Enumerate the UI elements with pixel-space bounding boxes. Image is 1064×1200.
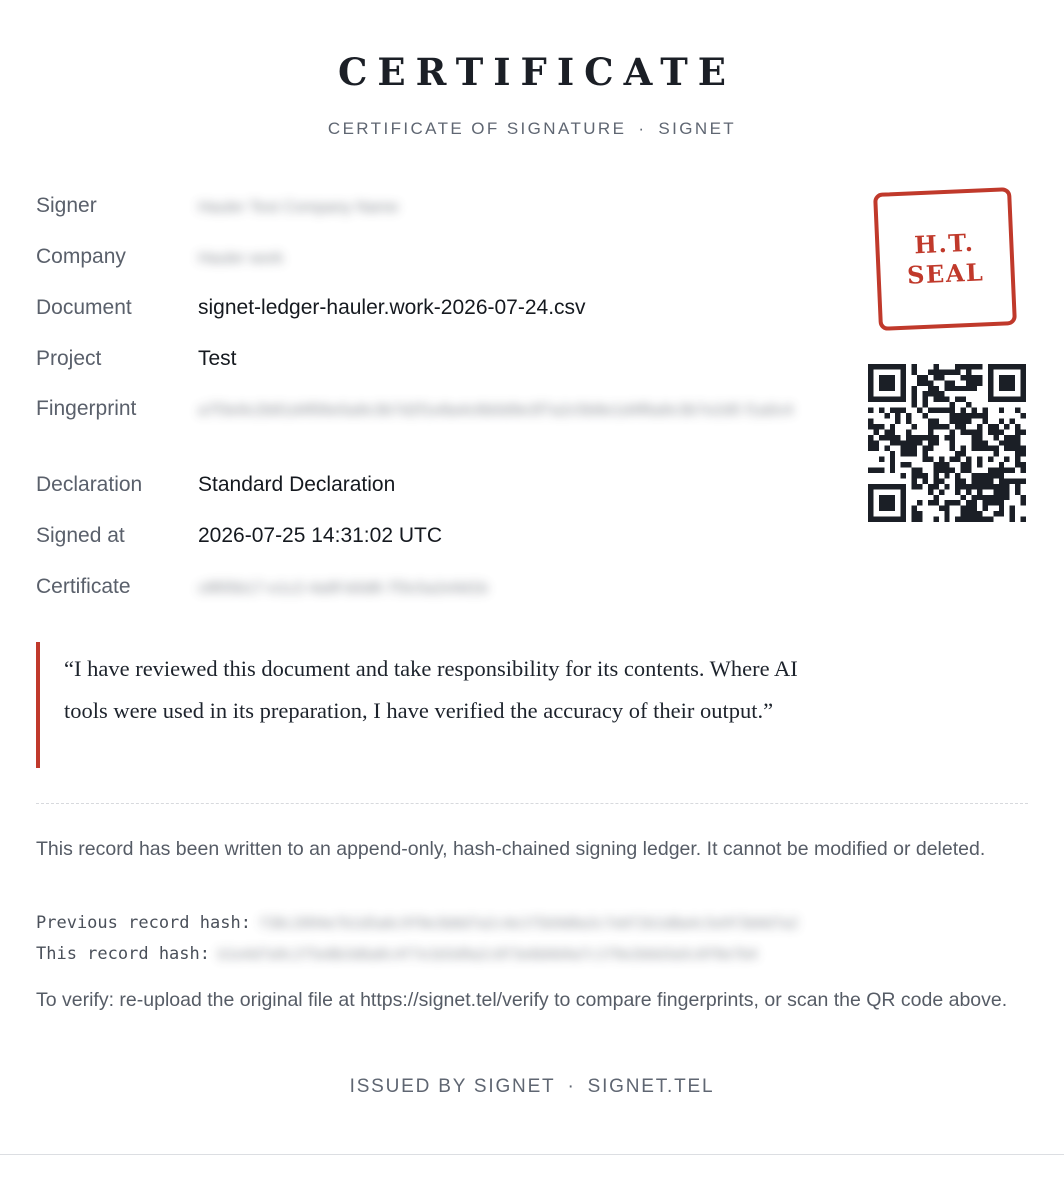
field-value: Test	[198, 347, 237, 370]
hash-block	[36, 908, 1026, 970]
subtitle-left: CERTIFICATE OF SIGNATURE	[327, 119, 627, 138]
this-hash-row	[36, 939, 1026, 970]
field-value	[198, 395, 838, 424]
footer-site-link[interactable]: SIGNET.TEL	[587, 1076, 715, 1097]
footer-issuer: ISSUED BY SIGNET	[349, 1076, 556, 1097]
ledger-description: This record has been written to an append-only, hash-chained signing ledger. It cannot be modified or deleted.	[36, 838, 986, 860]
redacted-certificate-id: c8f05b17-e1c2-4a9f-b0d8-7f3c5a2e9d1b	[198, 580, 489, 597]
field-value	[198, 573, 488, 603]
redacted-signer: Hauler Test Company Name	[198, 199, 399, 216]
previous-hash-row	[36, 908, 1026, 939]
field-label: Project	[36, 347, 102, 370]
field-value	[198, 192, 399, 222]
field-value: Standard Declaration	[198, 473, 396, 496]
subtitle-separator: ·	[638, 119, 647, 138]
field-value: signet-ledger-hauler.work-2026-07-24.csv	[198, 296, 586, 319]
verify-instructions: To verify: re-upload the original file at https://signet.tel/verify to compare fingerprints, or scan the QR code above.	[36, 989, 1008, 1011]
section-divider	[36, 803, 1028, 804]
this-hash-label: This record hash:	[36, 944, 210, 964]
previous-hash-label: Previous record hash:	[36, 913, 251, 933]
field-label: Document	[36, 296, 132, 319]
subtitle-right: SIGNET	[658, 119, 737, 138]
field-label: Signer	[36, 194, 97, 217]
page-title: CERTIFICATE	[337, 50, 737, 94]
field-label: Declaration	[36, 473, 143, 496]
footer-separator: ·	[567, 1076, 576, 1097]
redacted-fingerprint: a7f3e9c2b81d4f06e5a9c3b7d2f1e8a4c6b0d9e3f7a2c5b8e1d4f6a9c3b7e2d5 f1a0c4	[198, 402, 794, 419]
field-label: Signed at	[36, 524, 125, 547]
redacted-company: Hauler work	[198, 250, 284, 267]
qr-code-icon[interactable]	[868, 364, 1026, 522]
this-hash-value: b1e4d7a9c2f5e8b3d6a0c4f7e1b5d9a2c8f3e6b0d4a7c1f9e2b6d3a5c8f0e7b4	[218, 947, 758, 963]
declaration-quote: “I have reviewed this document and take responsibility for its contents. Where AI tools were used in its preparation, I have verified the accuracy of their output.”	[36, 642, 826, 768]
bottom-rule	[0, 1154, 1064, 1155]
field-label: Fingerprint	[36, 397, 137, 420]
footer	[0, 1076, 1064, 1098]
field-label: Company	[36, 245, 126, 268]
previous-hash-value: f38c2094e7b1d5a6c9f0e3b8d7a2c4e1f5b9d0a3c7e6f2b1d8a4c5e9f3b0d7a2	[258, 916, 799, 932]
seal-line-2: SEAL	[906, 257, 985, 290]
seal-stamp	[873, 187, 1017, 331]
field-label: Certificate	[36, 575, 131, 598]
seal-line-1: H.T.	[913, 227, 976, 260]
field-value: 2026-07-25 14:31:02 UTC	[198, 524, 442, 547]
field-value	[198, 243, 283, 273]
page-subtitle	[0, 119, 1064, 139]
